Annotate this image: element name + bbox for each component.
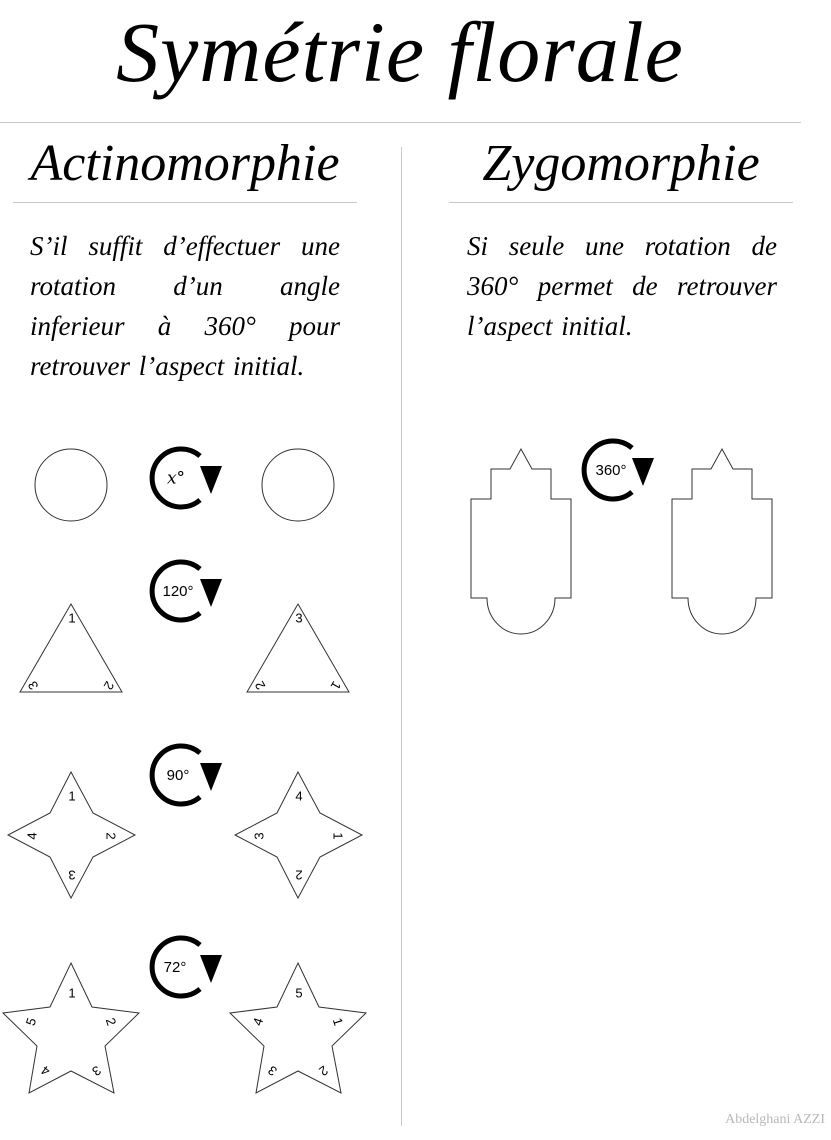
svg-text:3: 3 [89,1062,104,1080]
svg-text:90°: 90° [166,766,190,784]
svg-text:2: 2 [102,1015,120,1028]
svg-text:1: 1 [68,610,76,626]
five-point-star-after [230,963,366,1093]
rotation-icon-72 [152,938,222,996]
svg-text:4: 4 [24,832,40,840]
svg-text:3: 3 [251,832,267,840]
svg-text:2: 2 [103,832,119,840]
zygomorphie-heading: Zygomorphie [482,135,760,192]
author-credit: Abdelghani AZZI [725,1112,825,1127]
zygomorphic-flower-before [471,449,571,634]
svg-text:2: 2 [100,678,118,693]
svg-text:3: 3 [295,610,303,626]
svg-text:2: 2 [316,1062,331,1080]
svg-text:3: 3 [24,678,42,693]
svg-text:4: 4 [38,1062,53,1080]
svg-text:2: 2 [251,678,269,693]
actinomorphie-heading: Actinomorphie [30,135,340,192]
triangle-after [247,604,349,692]
rotation-icon-90 [152,746,222,804]
rotation-icon-120 [152,562,222,620]
rotation-icon-x [152,449,222,507]
svg-text:1: 1 [330,832,346,840]
svg-text:1: 1 [68,788,76,804]
triangle-before [20,604,122,692]
svg-text:1: 1 [329,1015,347,1028]
svg-text:1: 1 [68,985,76,1001]
svg-text:2: 2 [295,867,303,883]
circle-before [35,449,107,521]
rotation-icon-360 [584,441,654,499]
rotation-label: x° [166,468,186,489]
svg-text:5: 5 [22,1015,40,1028]
svg-text:4: 4 [295,788,303,804]
circle-after [262,449,334,521]
zygomorphie-description: Si seule une rotation de 360° permet de retrouver l’aspect initial. [467,231,777,341]
four-point-star-after [235,772,362,898]
svg-text:360°: 360° [595,461,627,479]
zygomorphic-flower-after [672,449,772,634]
page-title: Symétrie florale [116,4,684,100]
svg-text:4: 4 [249,1015,267,1028]
svg-text:1: 1 [327,678,345,693]
svg-text:5: 5 [295,985,303,1001]
svg-text:3: 3 [68,867,76,883]
four-point-star-before [8,772,135,898]
svg-text:72°: 72° [163,958,187,976]
svg-text:120°: 120° [162,582,194,600]
five-point-star-before [3,963,139,1093]
actinomorphie-description: S’il suffit d’effectuer une rotation d’un angle inferieur à 360° pour retrouver l’aspect initial. [30,231,340,381]
svg-text:3: 3 [265,1062,280,1080]
